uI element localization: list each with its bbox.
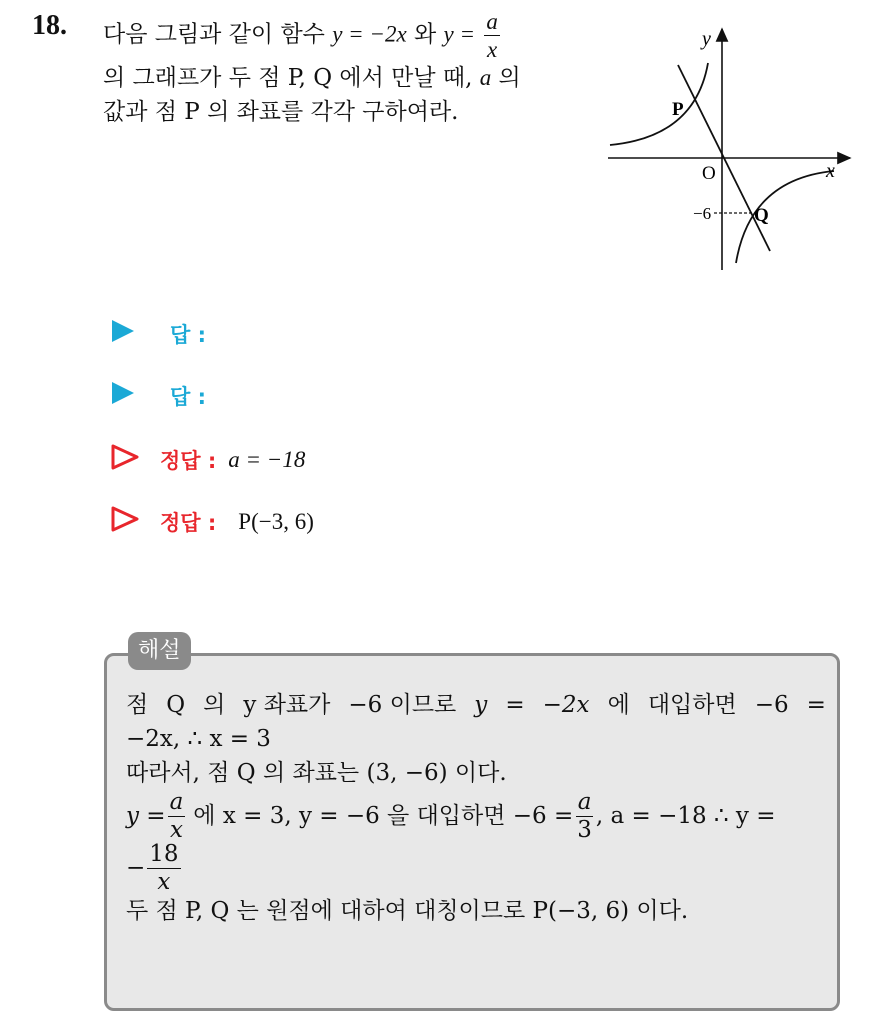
question-and: 와 (414, 21, 437, 48)
solution-row-2: −2x, ∴ x = 3 (126, 726, 271, 752)
sol-r5-fraction (147, 840, 180, 895)
question-line-3: 값과 점 P 의 좌표를 각각 구하여라. (103, 99, 459, 125)
sol-word: = (806, 692, 826, 718)
question-line-2 (103, 61, 583, 95)
sol-word: 의 (203, 692, 226, 718)
play-triangle-icon (110, 318, 150, 350)
question-line-2-text: 의 그래프가 두 점 P, Q 에서 만날 때, (103, 65, 473, 91)
sol-word: Q (166, 692, 186, 718)
question-text (103, 10, 583, 129)
correct-answer-2 (110, 505, 314, 539)
question-var-a: a (479, 65, 492, 90)
point-q-label: Q (754, 205, 769, 226)
sol-r4-lhs: y = (126, 803, 166, 829)
origin-label: O (702, 163, 716, 184)
function-reciprocal-fraction (484, 10, 500, 61)
x-axis-label: x (826, 160, 835, 182)
answer-blank-2 (110, 380, 206, 412)
answer-blank-1 (110, 318, 206, 350)
function-reciprocal-lhs: y = (443, 21, 476, 47)
fraction-numerator: a (577, 788, 592, 815)
question-intro: 다음 그림과 같이 함수 (103, 21, 325, 48)
fraction-denominator: x (486, 37, 498, 62)
hyperbola-lower-branch (736, 171, 834, 263)
sol-word: 점 (126, 692, 149, 718)
sol-r4-fraction-2 (575, 788, 594, 843)
solution-row-6: 두 점 P, Q 는 원점에 대하여 대칭이므로 P(−3, 6) 이다. (126, 898, 689, 924)
y-axis-label: y (702, 28, 711, 50)
correct-label-2: 정답 : (160, 511, 217, 535)
sol-word: 대입하면 (647, 692, 737, 718)
tick-label: −6 (693, 204, 712, 223)
fraction-numerator: a (486, 9, 498, 34)
question-line-1 (103, 10, 583, 61)
correct-value-1: a = −18 (228, 447, 306, 472)
hyperbola-upper-branch (610, 63, 708, 145)
solution-row-4 (126, 790, 826, 842)
question-line-2-end: 의 (498, 65, 521, 91)
solution-text (126, 688, 826, 928)
sol-r4-mid: 에 x = 3, y = −6 을 대입하면 −6 = (193, 803, 574, 829)
point-p-label: P (672, 99, 684, 120)
fraction-numerator: a (169, 788, 184, 815)
correct-label-1: 정답 : (160, 449, 217, 473)
answer-label-1: 답 : (170, 323, 206, 347)
question-number: 18. (32, 10, 67, 41)
sol-word: 에 (607, 692, 630, 718)
sol-word: y (474, 692, 488, 718)
sol-r5-sign: − (126, 855, 146, 881)
sol-word: = (505, 692, 525, 718)
solution-row-5 (126, 842, 826, 894)
fraction-denominator: x (169, 816, 183, 843)
correct-answer-1 (110, 443, 305, 477)
solution-tag: 해설 (128, 632, 191, 670)
fraction-denominator: 3 (577, 816, 592, 843)
sol-word: y 좌표가 (243, 692, 331, 718)
outline-triangle-icon (110, 443, 150, 477)
fraction-denominator: x (157, 868, 171, 895)
sol-word: −2x (542, 692, 590, 718)
function-graph (600, 25, 860, 275)
outline-triangle-icon (110, 505, 150, 539)
sol-r4-fraction (168, 788, 186, 843)
sol-r4-end: , a = −18 ∴ y = (595, 803, 776, 829)
solution-row-3: 따라서, 점 Q 의 좌표는 (3, −6) 이다. (126, 760, 507, 786)
answer-label-2: 답 : (170, 385, 206, 409)
solution-row-1 (126, 688, 826, 722)
sol-word: −6 이므로 (348, 692, 457, 718)
play-triangle-icon (110, 380, 150, 412)
fraction-numerator: 18 (149, 840, 179, 867)
sol-word: −6 (754, 692, 789, 718)
function-linear: y = −2x (332, 21, 407, 47)
correct-value-2: P(−3, 6) (238, 509, 314, 534)
